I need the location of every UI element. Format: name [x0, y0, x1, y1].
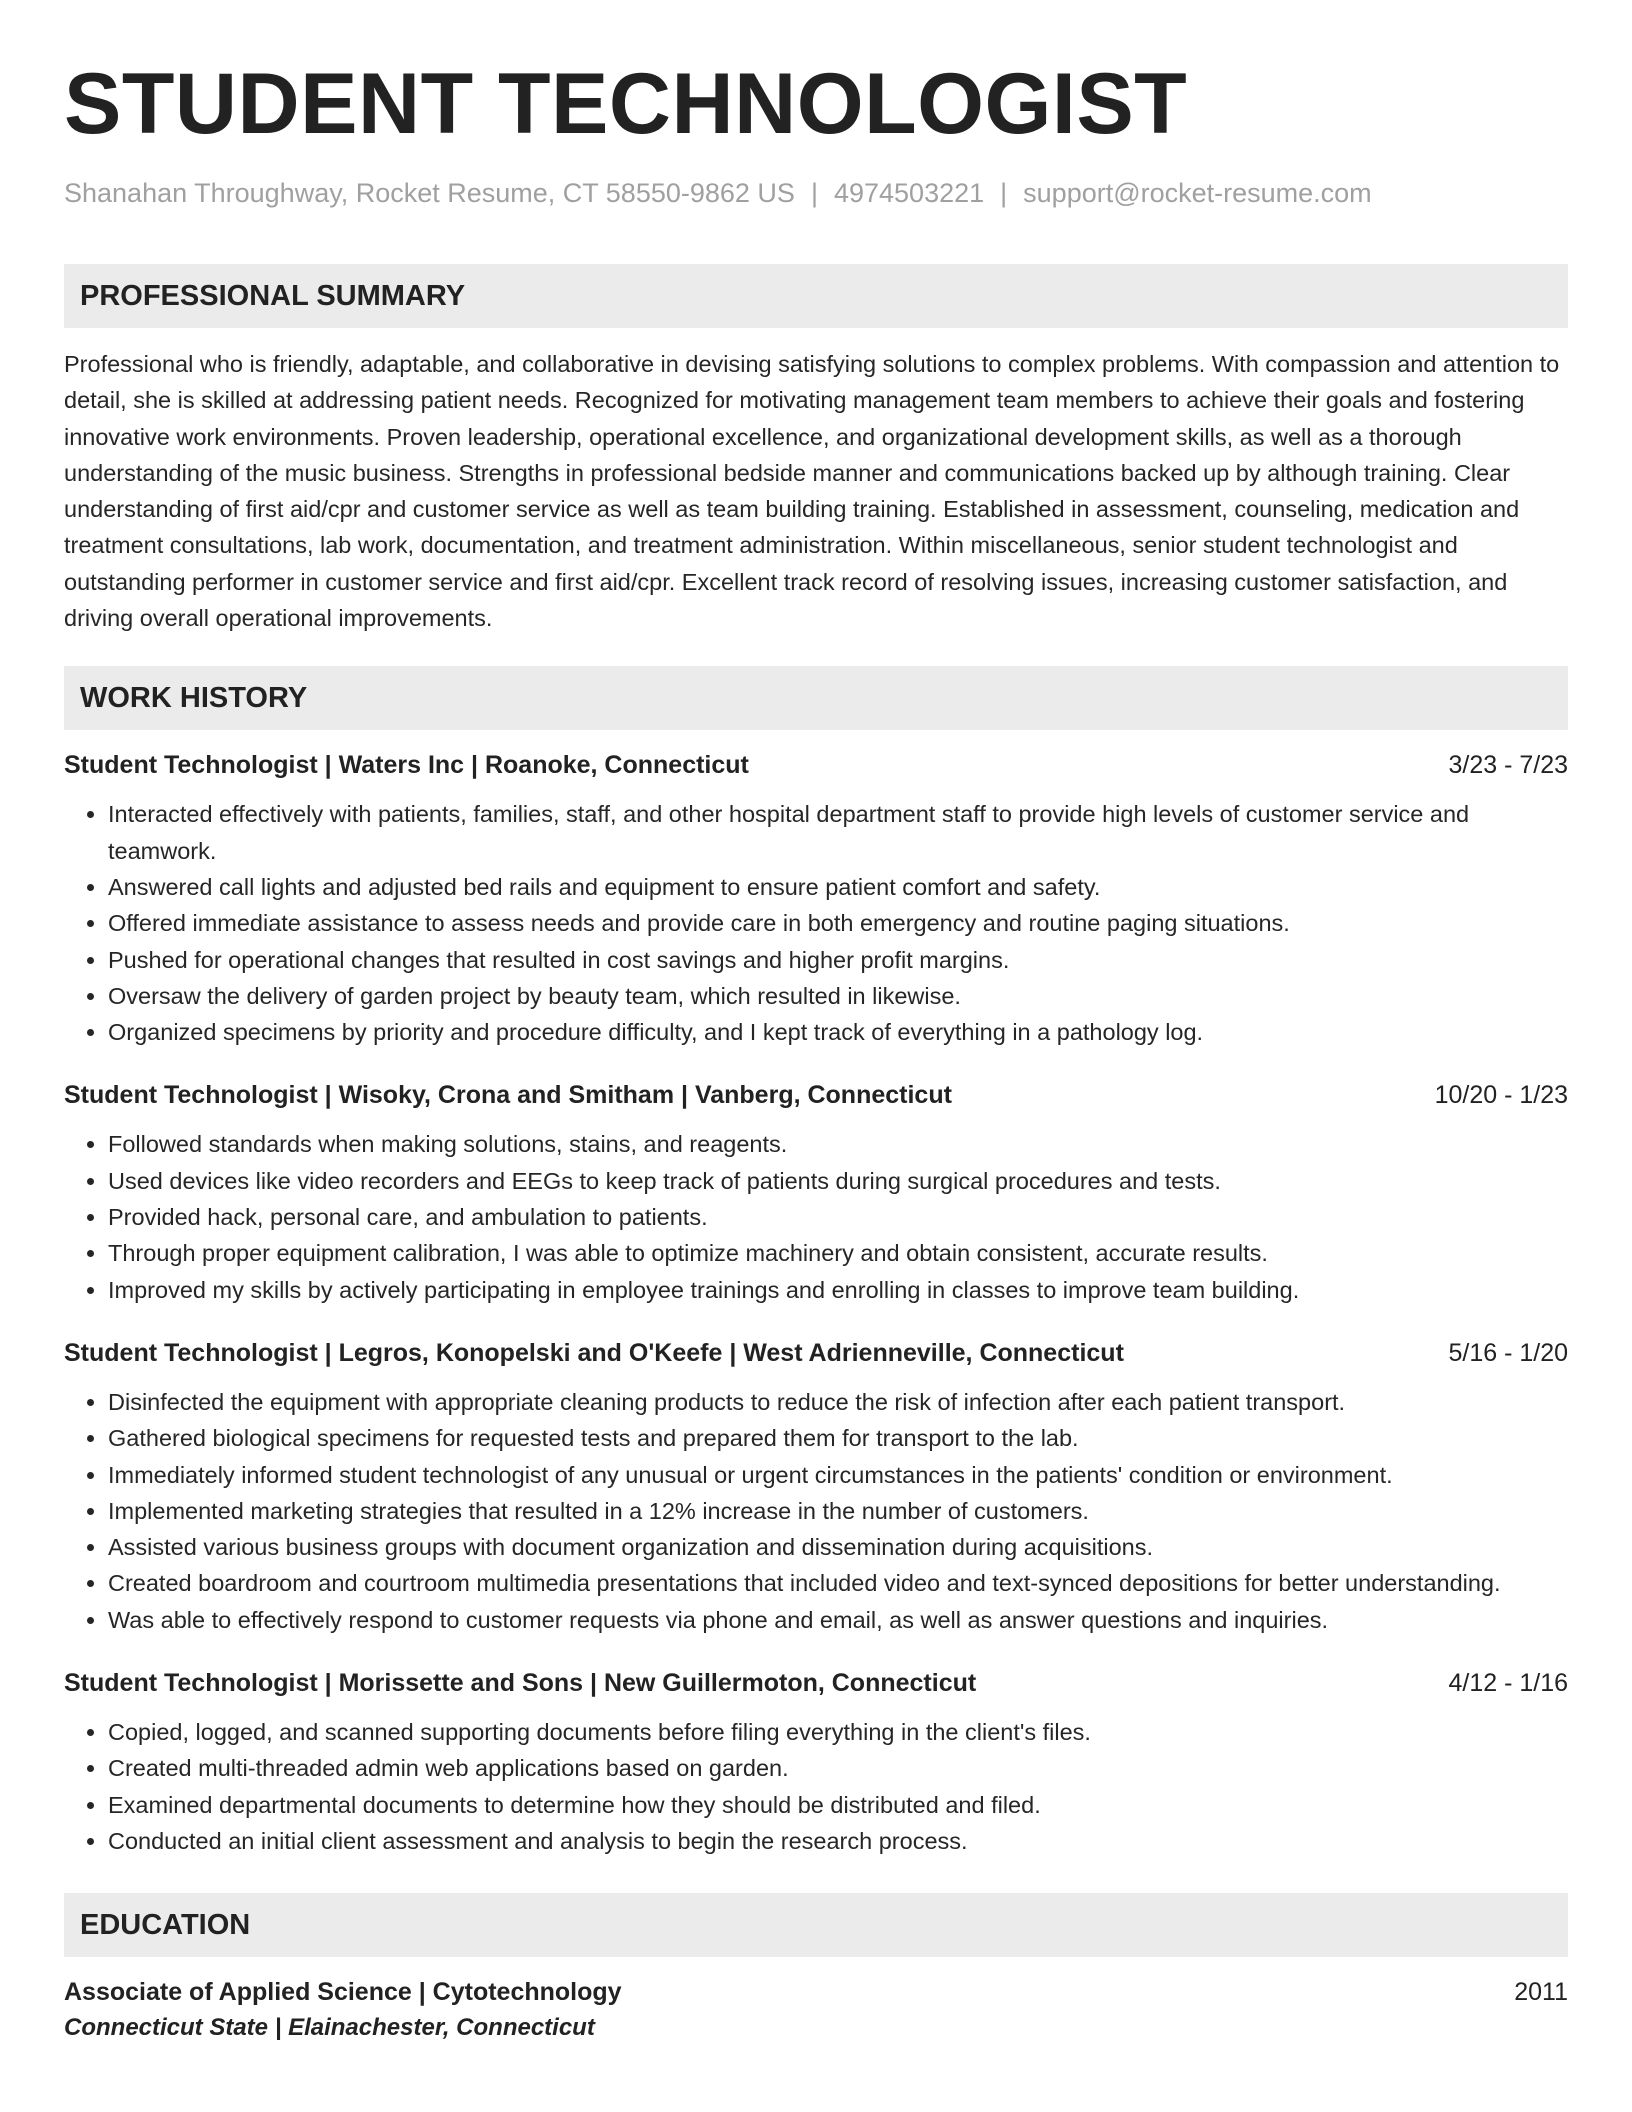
job-bullet: • Provided hack, personal care, and ambulation to patients. — [108, 1199, 1568, 1235]
job-bullet: • Organized specimens by priority and procedure difficulty, and I kept track of everything in a pathology log. — [108, 1014, 1568, 1050]
education-degree: Associate of Applied Science | Cytotechnology — [64, 1978, 622, 2007]
job-bullet: • Answered call lights and adjusted bed rails and equipment to ensure patient comfort and safety. — [108, 869, 1568, 905]
job-bullet: • Copied, logged, and scanned supporting documents before filing everything in the client's files. — [108, 1714, 1568, 1750]
job-bullet: • Examined departmental documents to determine how they should be distributed and filed. — [108, 1787, 1568, 1823]
job-dates: 10/20 - 1/23 — [1434, 1081, 1568, 1110]
job-bullet: • Assisted various business groups with document organization and dissemination during acquisitions. — [108, 1529, 1568, 1565]
job-bullet: • Interacted effectively with patients, families, staff, and other hospital department staff to provide high levels of customer service and teamwork. — [108, 796, 1568, 869]
job-entry — [64, 1666, 1568, 1859]
job-title: Student Technologist | Waters Inc | Roanoke, Connecticut — [64, 751, 749, 780]
contact-phone: 4974503221 — [833, 178, 985, 208]
contact-separator: | — [1000, 178, 1008, 208]
job-bullet: • Implemented marketing strategies that resulted in a 12% increase in the number of customers. — [108, 1493, 1568, 1529]
job-header — [64, 1336, 1568, 1370]
job-entry — [64, 1078, 1568, 1307]
job-bullet: • Used devices like video recorders and EEGs to keep track of patients during surgical procedures and tests. — [108, 1163, 1568, 1199]
contact-line — [64, 176, 1568, 210]
job-bullet: • Gathered biological specimens for requested tests and prepared them for transport to the lab. — [108, 1420, 1568, 1456]
contact-separator: | — [810, 178, 818, 208]
education-entry — [64, 1975, 1568, 2045]
work-history-list — [64, 748, 1568, 1859]
job-bullet: • Created boardroom and courtroom multimedia presentations that included video and text-synced depositions for better understanding. — [108, 1565, 1568, 1601]
job-header — [64, 748, 1568, 782]
section-header-education: EDUCATION — [64, 1893, 1568, 1957]
job-bullet: • Offered immediate assistance to assess needs and provide care in both emergency and routine paging situations. — [108, 905, 1568, 941]
job-title: Student Technologist | Morissette and Sons | New Guillermoton, Connecticut — [64, 1669, 977, 1698]
job-dates: 5/16 - 1/20 — [1448, 1338, 1568, 1367]
section-header-summary: PROFESSIONAL SUMMARY — [64, 264, 1568, 328]
contact-address: Shanahan Throughway, Rocket Resume, CT 58550-9862 US — [64, 178, 795, 208]
job-entry — [64, 748, 1568, 1050]
education-header — [64, 1975, 1568, 2009]
job-bullet: • Pushed for operational changes that resulted in cost savings and higher profit margins. — [108, 942, 1568, 978]
education-year: 2011 — [1514, 1978, 1568, 2007]
job-header — [64, 1666, 1568, 1700]
job-dates: 4/12 - 1/16 — [1448, 1669, 1568, 1698]
job-bullets — [64, 1714, 1568, 1859]
section-header-work-history: WORK HISTORY — [64, 666, 1568, 730]
job-entry — [64, 1336, 1568, 1638]
education-list — [64, 1975, 1568, 2045]
job-bullet: • Oversaw the delivery of garden project by beauty team, which resulted in likewise. — [108, 978, 1568, 1014]
job-bullet: • Created multi-threaded admin web applications based on garden. — [108, 1750, 1568, 1786]
job-bullets — [64, 1126, 1568, 1307]
job-bullet: • Was able to effectively respond to customer requests via phone and email, as well as answer questions and inquiries. — [108, 1602, 1568, 1638]
job-bullet: • Disinfected the equipment with appropriate cleaning products to reduce the risk of infection after each patient transport. — [108, 1384, 1568, 1420]
job-header — [64, 1078, 1568, 1112]
candidate-title: STUDENT TECHNOLOGIST — [64, 56, 1188, 152]
job-title: Student Technologist | Wisoky, Crona and Smitham | Vanberg, Connecticut — [64, 1081, 952, 1110]
job-dates: 3/23 - 7/23 — [1448, 751, 1568, 780]
job-bullet: • Improved my skills by actively participating in employee trainings and enrolling in classes to improve team building. — [108, 1272, 1568, 1308]
job-bullet: • Through proper equipment calibration, I was able to optimize machinery and obtain consistent, accurate results. — [108, 1235, 1568, 1271]
contact-email: support@rocket-resume.com — [1023, 178, 1372, 208]
job-bullets — [64, 1384, 1568, 1638]
summary-text: Professional who is friendly, adaptable, and collaborative in devising satisfying solutions to complex problems. With compassion and attention to detail, she is skilled at addressing patient needs. Recognized for motivating management team members to achieve their goals and fostering innovative work environments. Proven leadership, operational excellence, and organizational development skills, as well as a thorough understanding of the music business. Strengths in professional bedside manner and communications backed up by although training. Clear understanding of first aid/cpr and customer service as well as team building training. Established in assessment, counseling, medication and treatment consultations, lab work, documentation, and treatment administration. Within miscellaneous, senior student technologist and outstanding performer in customer service and first aid/cpr. Excellent track record of resolving issues, increasing customer satisfaction, and driving overall operational improvements. — [64, 351, 1560, 632]
job-bullet: • Followed standards when making solutions, stains, and reagents. — [108, 1126, 1568, 1162]
job-bullet: • Immediately informed student technologist of any unusual or urgent circumstances in the patients' condition or environment. — [108, 1457, 1568, 1493]
job-title: Student Technologist | Legros, Konopelski and O'Keefe | West Adrienneville, Connecticut — [64, 1338, 1124, 1367]
job-bullets — [64, 796, 1568, 1050]
education-school: Connecticut State | Elainachester, Connecticut — [64, 2014, 595, 2042]
job-bullet: • Conducted an initial client assessment and analysis to begin the research process. — [108, 1823, 1568, 1859]
